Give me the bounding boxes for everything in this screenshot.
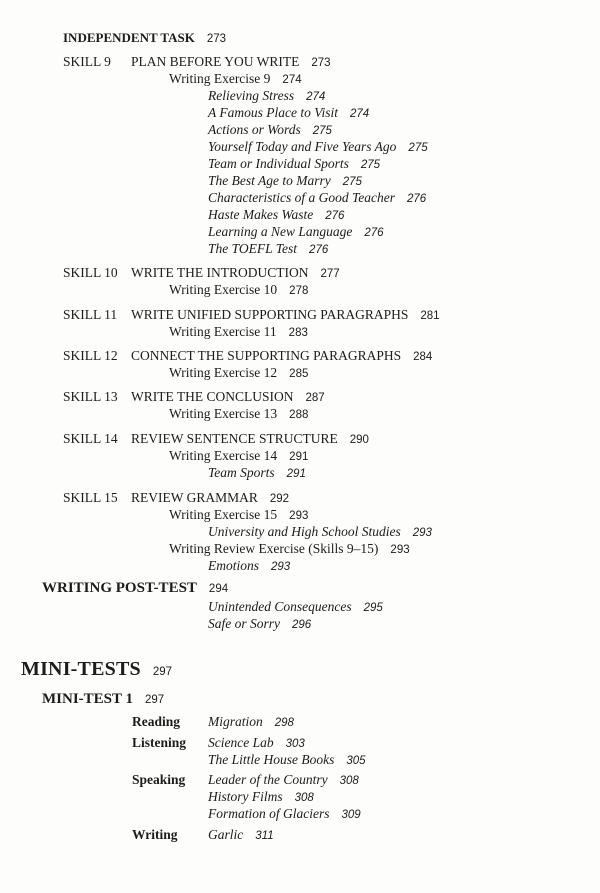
page-number: 291 bbox=[286, 468, 306, 480]
mini-tests-entry bbox=[21, 657, 172, 681]
topic-title: Leader of the Country bbox=[208, 772, 328, 787]
page-number: 276 bbox=[309, 244, 329, 256]
topic-title: Learning a New Language bbox=[208, 224, 353, 239]
topic-entry bbox=[208, 751, 366, 770]
independent-task-entry bbox=[63, 29, 226, 48]
topic-entry bbox=[208, 240, 328, 259]
page-number: 277 bbox=[320, 268, 340, 280]
topic-title: Relieving Stress bbox=[208, 88, 295, 103]
page-number: 297 bbox=[152, 666, 172, 678]
skill-number: SKILL 12 bbox=[63, 348, 118, 363]
independent-task-title: INDEPENDENT TASK bbox=[63, 30, 195, 45]
topic-title: Actions or Words bbox=[208, 122, 301, 137]
skill-title: CONNECT THE SUPPORTING PARAGRAPHS bbox=[131, 348, 402, 363]
skill-title: WRITE THE CONCLUSION bbox=[131, 389, 294, 404]
page-number: 275 bbox=[312, 125, 332, 137]
page-number: 278 bbox=[289, 285, 309, 297]
skill-title: REVIEW SENTENCE STRUCTURE bbox=[131, 431, 338, 446]
topic-entry bbox=[208, 557, 290, 576]
page-number: 308 bbox=[339, 775, 359, 787]
skill-number: SKILL 14 bbox=[63, 431, 118, 446]
page-number: 276 bbox=[407, 193, 427, 205]
mini-tests-title: MINI-TESTS bbox=[21, 658, 141, 680]
page-number: 305 bbox=[346, 755, 366, 767]
exercise-entry bbox=[169, 323, 308, 342]
topic-entry bbox=[208, 713, 294, 732]
section-label-reading: Reading bbox=[132, 714, 181, 729]
topic-title: Migration bbox=[208, 714, 263, 729]
post-test-entry bbox=[42, 579, 228, 598]
topic-entry bbox=[208, 464, 306, 483]
page-number: 276 bbox=[364, 227, 384, 239]
post-test-title: WRITING POST-TEST bbox=[42, 580, 197, 596]
page-number: 293 bbox=[412, 527, 432, 539]
topic-title: Team or Individual Sports bbox=[208, 156, 349, 171]
topic-title: Yourself Today and Five Years Ago bbox=[208, 139, 397, 154]
section-label-speaking: Speaking bbox=[132, 772, 186, 787]
topic-title: Team Sports bbox=[208, 465, 275, 480]
section-label-writing: Writing bbox=[132, 827, 178, 842]
exercise-title: Writing Exercise 9 bbox=[169, 71, 271, 86]
page-number: 311 bbox=[255, 830, 274, 842]
page-number: 298 bbox=[274, 717, 294, 729]
topic-title: Haste Makes Waste bbox=[208, 207, 314, 222]
topic-title: Safe or Sorry bbox=[208, 616, 280, 631]
topic-entry bbox=[208, 805, 361, 824]
page-number: 291 bbox=[289, 451, 309, 463]
mini-test-1-title: MINI-TEST 1 bbox=[42, 691, 133, 707]
topic-title: Science Lab bbox=[208, 735, 274, 750]
page-number: 293 bbox=[289, 510, 309, 522]
page-number: 296 bbox=[292, 619, 312, 631]
exercise-title: Writing Exercise 10 bbox=[169, 282, 278, 297]
page-number: 274 bbox=[349, 108, 370, 120]
exercise-entry bbox=[169, 405, 308, 424]
skill-title: WRITE UNIFIED SUPPORTING PARAGRAPHS bbox=[131, 307, 409, 322]
page-number: 281 bbox=[420, 310, 440, 322]
exercise-entry bbox=[169, 281, 308, 300]
topic-entry bbox=[208, 826, 274, 845]
page-number: 275 bbox=[360, 159, 381, 171]
exercise-title: Writing Review Exercise (Skills 9–15) bbox=[169, 541, 379, 556]
page-number: 283 bbox=[288, 327, 308, 339]
page-number: 309 bbox=[341, 809, 361, 821]
topic-title: Unintended Consequences bbox=[208, 599, 352, 614]
page-number: 297 bbox=[145, 694, 165, 706]
page-number: 288 bbox=[289, 409, 309, 421]
page-number: 293 bbox=[271, 561, 291, 573]
skill-number: SKILL 9 bbox=[63, 54, 111, 69]
page-number: 294 bbox=[208, 583, 229, 595]
topic-title: History Films bbox=[208, 789, 283, 804]
mini-test-1-entry bbox=[42, 690, 164, 709]
page-number: 287 bbox=[305, 392, 325, 404]
skill-number: SKILL 15 bbox=[63, 490, 118, 505]
skill-title: PLAN BEFORE YOU WRITE bbox=[131, 54, 300, 69]
page-number: 274 bbox=[306, 91, 326, 103]
page-number: 303 bbox=[285, 738, 305, 750]
topic-title: Characteristics of a Good Teacher bbox=[208, 190, 395, 205]
skill-title: WRITE THE INTRODUCTION bbox=[131, 265, 309, 280]
topic-title: Emotions bbox=[208, 558, 260, 573]
section-label-listening: Listening bbox=[132, 735, 187, 750]
topic-title: Garlic bbox=[208, 827, 244, 842]
page-number: 274 bbox=[282, 74, 302, 86]
page-number: 295 bbox=[363, 602, 383, 614]
page-number: 285 bbox=[289, 368, 309, 380]
page-number: 292 bbox=[269, 493, 290, 505]
skill-title: REVIEW GRAMMAR bbox=[131, 490, 258, 505]
page-number: 284 bbox=[413, 351, 433, 363]
exercise-title: Writing Exercise 15 bbox=[169, 507, 278, 522]
page-number: 293 bbox=[390, 544, 410, 556]
skill-number: SKILL 13 bbox=[63, 389, 118, 404]
topic-title: The Best Age to Marry bbox=[208, 173, 331, 188]
page-number: 308 bbox=[294, 792, 314, 804]
topic-title: The Little House Books bbox=[208, 752, 335, 767]
page-number: 276 bbox=[325, 210, 345, 222]
exercise-title: Writing Exercise 11 bbox=[169, 324, 277, 339]
skill-number: SKILL 11 bbox=[63, 307, 118, 322]
exercise-entry bbox=[169, 364, 308, 383]
exercise-title: Writing Exercise 12 bbox=[169, 365, 278, 380]
skill-number: SKILL 10 bbox=[63, 265, 118, 280]
topic-entry bbox=[208, 615, 311, 634]
page-number: 275 bbox=[408, 142, 428, 154]
page-number: 275 bbox=[342, 176, 362, 188]
topic-title: A Famous Place to Visit bbox=[208, 105, 338, 120]
topic-title: Formation of Glaciers bbox=[208, 806, 330, 821]
topic-title: University and High School Studies bbox=[208, 524, 401, 539]
page-number: 273 bbox=[311, 57, 331, 69]
page-number: 273 bbox=[206, 33, 227, 45]
exercise-title: Writing Exercise 14 bbox=[169, 448, 278, 463]
exercise-title: Writing Exercise 13 bbox=[169, 406, 278, 421]
topic-title: The TOEFL Test bbox=[208, 241, 298, 256]
page-number: 290 bbox=[349, 434, 369, 446]
